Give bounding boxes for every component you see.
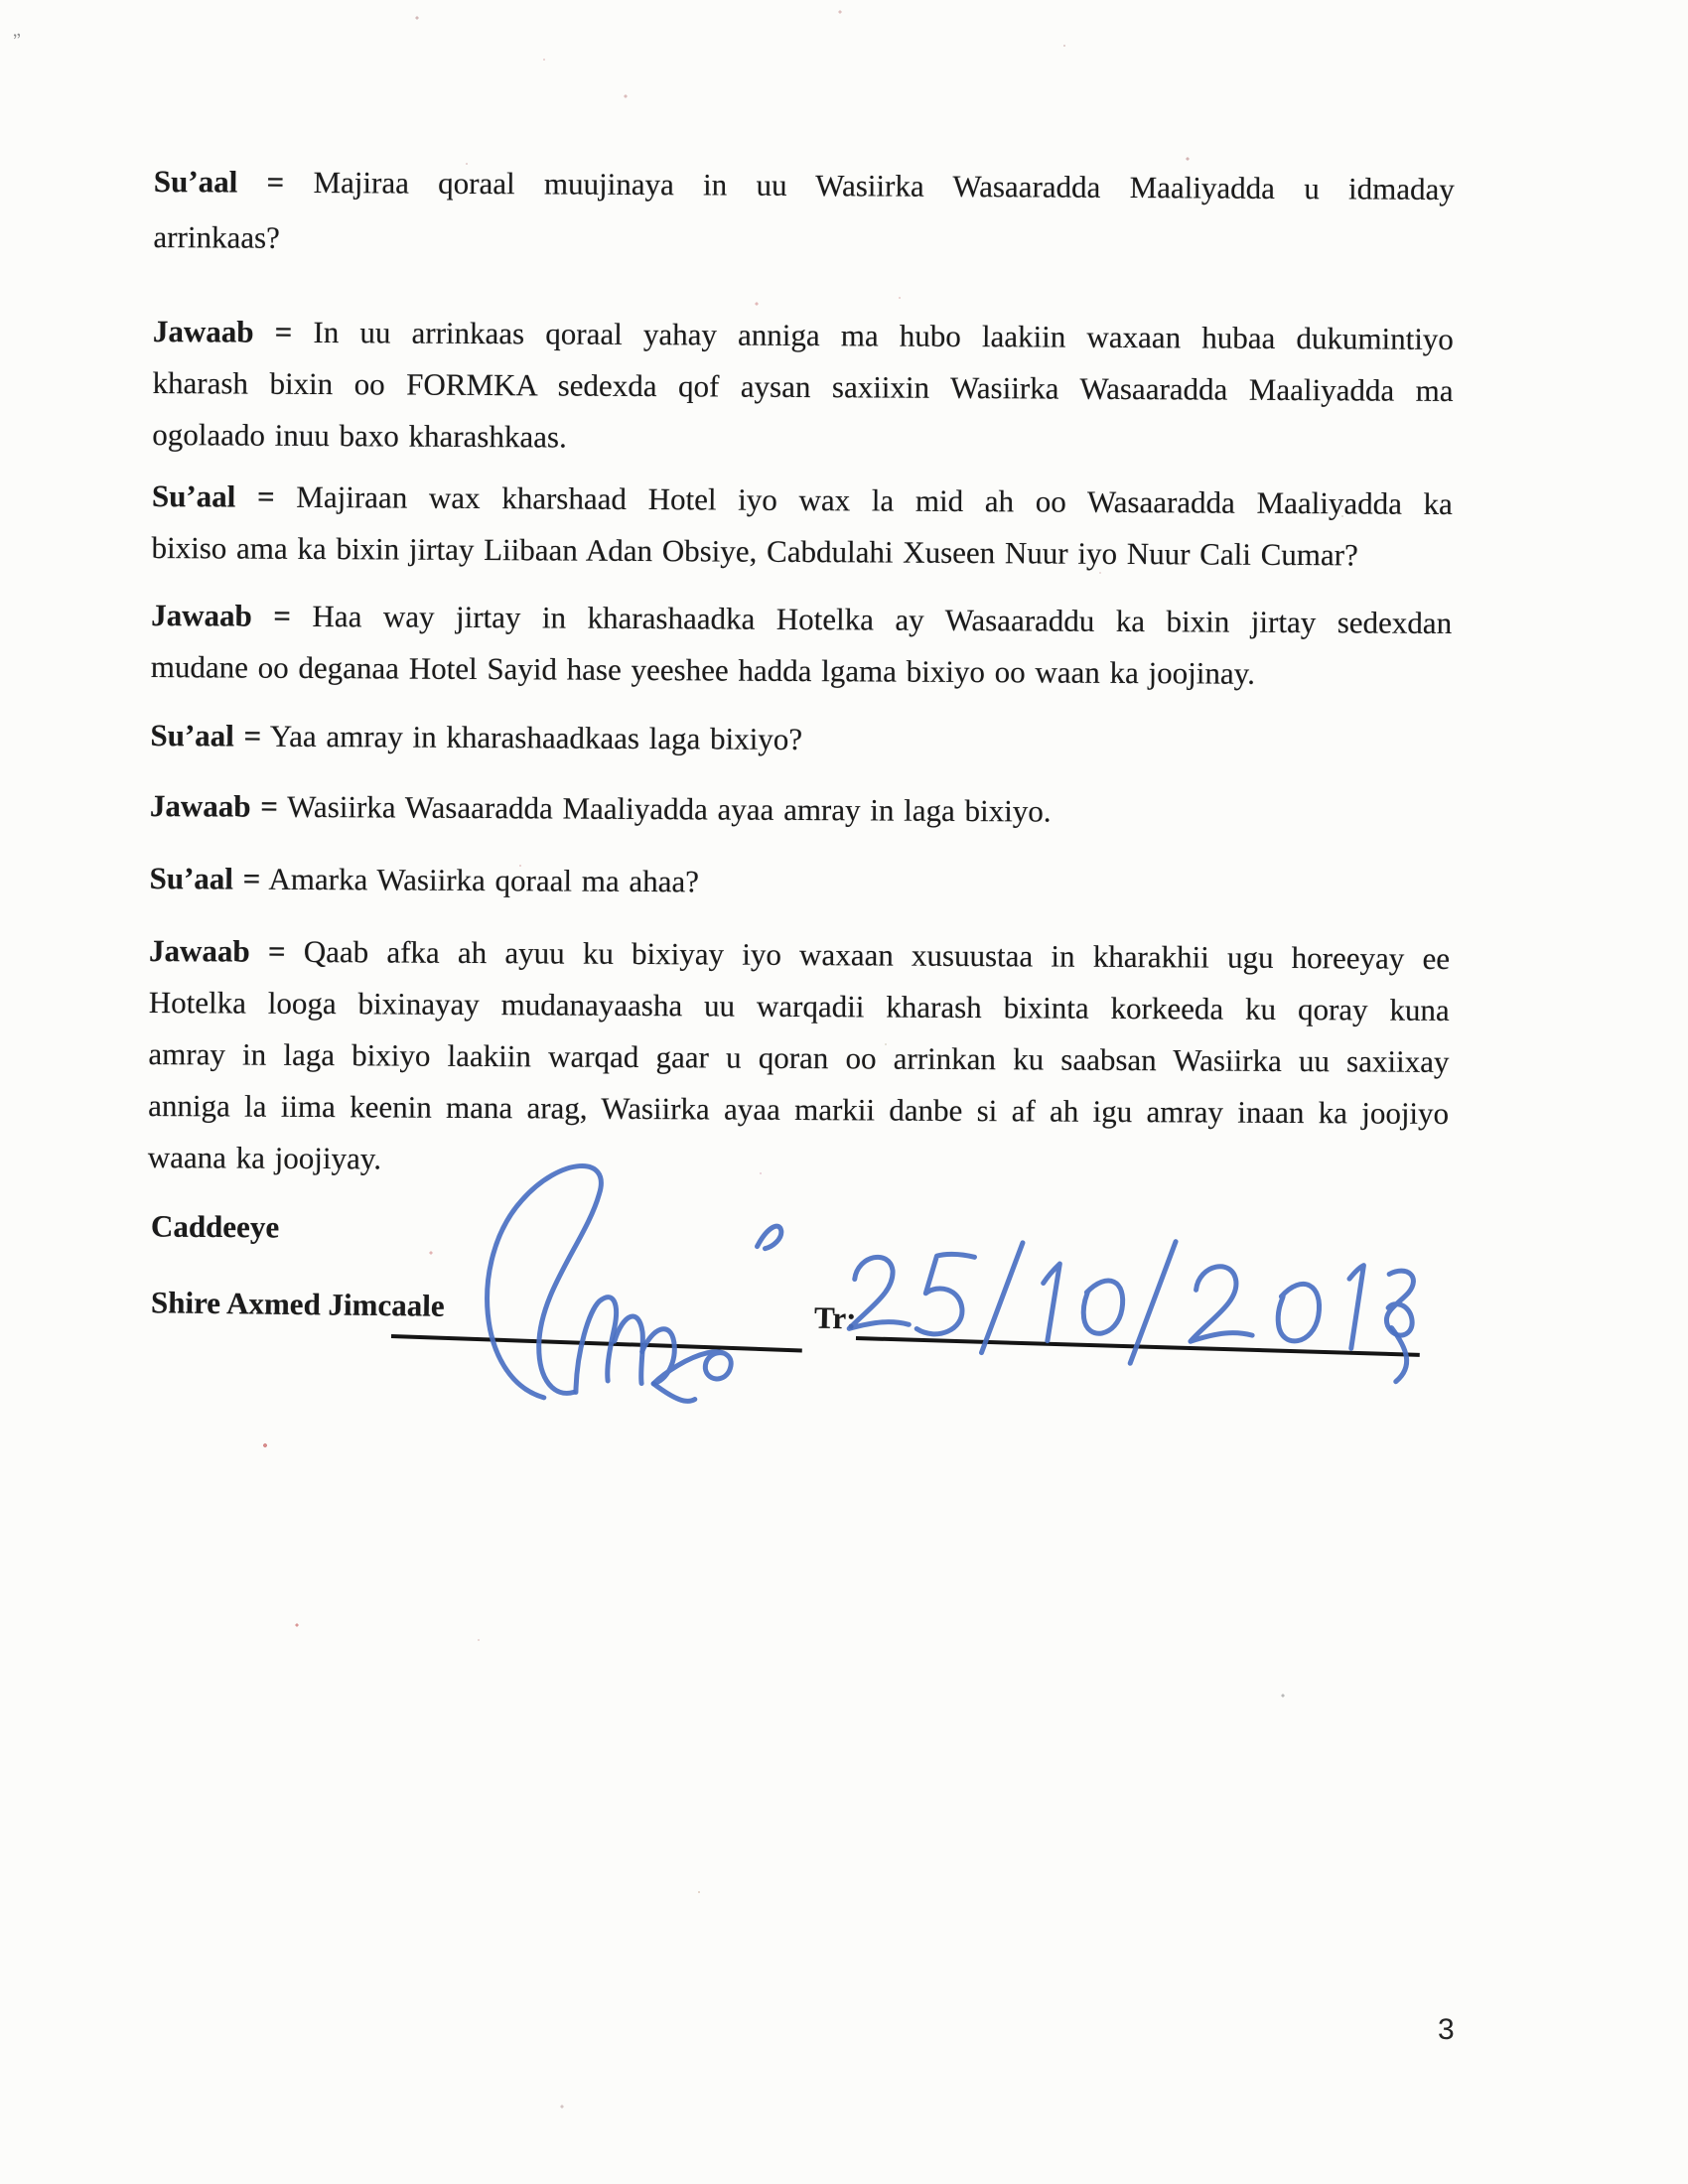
qa-paragraph	[151, 590, 1453, 701]
text-line: ogolaado inuu baxo kharashkaas.	[152, 416, 567, 455]
date-label: Tr:	[813, 1299, 857, 1336]
qa-paragraph	[152, 306, 1454, 469]
scan-artifact-mark: „	[10, 19, 22, 41]
qa-label: Su’aal =	[153, 163, 285, 200]
text-line: kharash bixin oo FORMKA sedexda qof aysan saxiixin Wasiirka Wasaaradda Maaliyadda ma	[152, 364, 1454, 408]
qa-paragraph	[149, 853, 1450, 912]
witness-name: Shire Axmed Jimcaale	[150, 1285, 445, 1323]
text-line: Su’aal = Yaa amray in kharashaadkaas laga bixiyo?	[150, 717, 803, 757]
qa-label: Jawaab =	[151, 597, 292, 633]
text-line: amray in laga bixiyo laakiin warqad gaar u qoran oo arrinkan ku saabsan Wasiirka uu saxiixay	[148, 1035, 1450, 1079]
text-line: Jawaab = Haa way jirtay in kharashaadka Hotelka ay Wasaaraddu ka bixin jirtay sedexdan	[151, 597, 1453, 640]
qa-paragraph	[151, 471, 1453, 582]
text-line: bixiso ama ka bixin jirtay Liibaan Adan Obsiye, Cabdulahi Xuseen Nuur iyo Nuur Cali Cumar?	[151, 529, 1358, 573]
page-number: 3	[1438, 2013, 1455, 2046]
qa-paragraph	[150, 780, 1451, 840]
text-line: waana ka joojiyay.	[147, 1139, 382, 1176]
text-line: Jawaab = Qaab afka ah ayuu ku bixiyay iyo waxaan xusuustaa in kharakhii ugu horeeyay ee	[148, 932, 1451, 976]
text-line: mudane oo deganaa Hotel Sayid hase yeeshee hadda lgama bixiyo oo waan ka joojinay.	[150, 648, 1256, 691]
text-line: Jawaab = Wasiirka Wasaaradda Maaliyadda ayaa amray in laga bixiyo.	[149, 787, 1052, 829]
witness-label: Caddeeye	[150, 1208, 280, 1245]
qa-label: Su’aal =	[149, 860, 261, 896]
qa-label: Jawaab =	[149, 787, 279, 824]
text-line: anniga la iima keenin mana arag, Wasiirka ayaa markii danbe si af ah igu amray inaan ka joojiyo	[148, 1087, 1450, 1131]
qa-paragraph	[153, 154, 1455, 273]
text-line: Hotelka looga bixinayay mudanayaasha uu warqadii kharash bixinta korkeeda ku qoray kuna	[148, 984, 1450, 1027]
document-body	[148, 154, 1455, 1191]
text-line: Su’aal = Amarka Wasiirka qoraal ma ahaa?	[149, 860, 700, 899]
qa-paragraphs	[148, 154, 1455, 1191]
text-line: Jawaab = In uu arrinkaas qoraal yahay anniga ma hubo laakiin waxaan hubaa dukumintiyo	[152, 313, 1454, 356]
text-line: Su’aal = Majiraa qoraal muujinaya in uu Wasiirka Wasaaradda Maaliyadda u idmaday	[153, 163, 1455, 207]
qa-label: Su’aal =	[151, 478, 275, 514]
text-line: Su’aal = Majiraan wax kharshaad Hotel iyo wax la mid ah oo Wasaaradda Maaliyadda ka	[151, 478, 1453, 521]
handwritten-date	[833, 1207, 1435, 1410]
qa-paragraph	[150, 710, 1451, 769]
qa-label: Jawaab =	[148, 932, 286, 969]
text-line: arrinkaas?	[153, 218, 280, 255]
qa-label: Su’aal =	[150, 717, 262, 753]
qa-label: Jawaab =	[152, 313, 293, 349]
